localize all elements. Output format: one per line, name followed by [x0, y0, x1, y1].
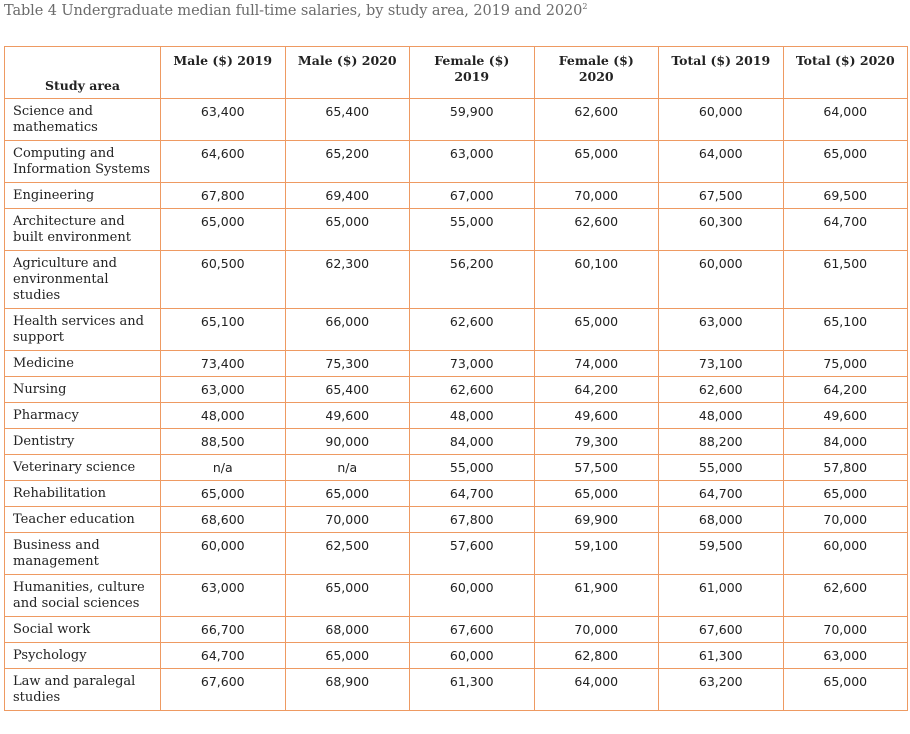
- study-area-cell: Social work: [5, 617, 161, 643]
- female-2019-cell: 73,000: [410, 351, 535, 377]
- table-row: [5, 481, 908, 507]
- table-row: [5, 403, 908, 429]
- female-2019-cell: 67,000: [410, 183, 535, 209]
- total-2019-cell: 64,000: [659, 141, 784, 183]
- male-2020-cell: 65,000: [285, 575, 410, 617]
- total-2019-cell: 68,000: [659, 507, 784, 533]
- total-2019-cell: 59,500: [659, 533, 784, 575]
- header-study-area: Study area: [5, 47, 161, 99]
- total-2019-cell: 60,000: [659, 99, 784, 141]
- total-2019-cell: 67,600: [659, 617, 784, 643]
- table-row: [5, 429, 908, 455]
- female-2020-cell: 70,000: [534, 617, 659, 643]
- total-2019-cell: 63,200: [659, 669, 784, 711]
- female-2019-cell: 67,800: [410, 507, 535, 533]
- table-row: [5, 377, 908, 403]
- total-2019-cell: 61,000: [659, 575, 784, 617]
- female-2020-cell: 49,600: [534, 403, 659, 429]
- female-2020-cell: 79,300: [534, 429, 659, 455]
- male-2019-cell: 64,700: [161, 643, 286, 669]
- female-2020-cell: 62,600: [534, 209, 659, 251]
- study-area-cell: Nursing: [5, 377, 161, 403]
- study-area-cell: Medicine: [5, 351, 161, 377]
- study-area-cell: Teacher education: [5, 507, 161, 533]
- caption-text: Table 4 Undergraduate median full-time salaries, by study area, 2019 and 2020: [4, 3, 583, 19]
- male-2019-cell: 63,000: [161, 575, 286, 617]
- male-2020-cell: 69,400: [285, 183, 410, 209]
- total-2020-cell: 62,600: [783, 575, 908, 617]
- total-2020-cell: 64,000: [783, 99, 908, 141]
- total-2020-cell: 69,500: [783, 183, 908, 209]
- total-2020-cell: 64,700: [783, 209, 908, 251]
- table-row: [5, 617, 908, 643]
- table-row: [5, 643, 908, 669]
- total-2020-cell: 65,100: [783, 309, 908, 351]
- total-2019-cell: 67,500: [659, 183, 784, 209]
- male-2019-cell: 48,000: [161, 403, 286, 429]
- table-row: [5, 141, 908, 183]
- header-total-2019: Total ($) 2019: [659, 47, 784, 99]
- study-area-cell: Veterinary science: [5, 455, 161, 481]
- salary-table: [4, 46, 908, 711]
- total-2019-cell: 64,700: [659, 481, 784, 507]
- table-row: [5, 351, 908, 377]
- male-2020-cell: 90,000: [285, 429, 410, 455]
- male-2019-cell: 63,000: [161, 377, 286, 403]
- male-2019-cell: 60,000: [161, 533, 286, 575]
- total-2020-cell: 63,000: [783, 643, 908, 669]
- table-row: [5, 575, 908, 617]
- female-2019-cell: 61,300: [410, 669, 535, 711]
- table-row: [5, 99, 908, 141]
- study-area-cell: Architecture and built environment: [5, 209, 161, 251]
- total-2020-cell: 70,000: [783, 617, 908, 643]
- male-2020-cell: 49,600: [285, 403, 410, 429]
- male-2020-cell: 66,000: [285, 309, 410, 351]
- table-row: [5, 209, 908, 251]
- male-2020-cell: 65,400: [285, 377, 410, 403]
- table-row: [5, 507, 908, 533]
- study-area-cell: Law and paralegal studies: [5, 669, 161, 711]
- female-2020-cell: 64,000: [534, 669, 659, 711]
- female-2019-cell: 56,200: [410, 251, 535, 309]
- female-2019-cell: 67,600: [410, 617, 535, 643]
- female-2019-cell: 55,000: [410, 209, 535, 251]
- female-2019-cell: 48,000: [410, 403, 535, 429]
- male-2019-cell: 88,500: [161, 429, 286, 455]
- study-area-cell: Health services and support: [5, 309, 161, 351]
- table-row: [5, 309, 908, 351]
- total-2020-cell: 49,600: [783, 403, 908, 429]
- study-area-cell: Engineering: [5, 183, 161, 209]
- female-2020-cell: 59,100: [534, 533, 659, 575]
- female-2019-cell: 55,000: [410, 455, 535, 481]
- male-2019-cell: 66,700: [161, 617, 286, 643]
- table-row: [5, 669, 908, 711]
- total-2019-cell: 73,100: [659, 351, 784, 377]
- total-2020-cell: 65,000: [783, 481, 908, 507]
- female-2020-cell: 70,000: [534, 183, 659, 209]
- total-2020-cell: 57,800: [783, 455, 908, 481]
- male-2019-cell: 65,000: [161, 481, 286, 507]
- male-2019-cell: n/a: [161, 455, 286, 481]
- female-2020-cell: 65,000: [534, 481, 659, 507]
- caption-footnote-marker: 2: [582, 2, 588, 12]
- male-2019-cell: 67,600: [161, 669, 286, 711]
- female-2019-cell: 57,600: [410, 533, 535, 575]
- header-female-2019: Female ($) 2019: [410, 47, 535, 99]
- female-2019-cell: 59,900: [410, 99, 535, 141]
- male-2019-cell: 65,000: [161, 209, 286, 251]
- female-2019-cell: 62,600: [410, 377, 535, 403]
- total-2020-cell: 61,500: [783, 251, 908, 309]
- female-2019-cell: 63,000: [410, 141, 535, 183]
- male-2020-cell: 70,000: [285, 507, 410, 533]
- study-area-cell: Agriculture and environmental studies: [5, 251, 161, 309]
- total-2019-cell: 62,600: [659, 377, 784, 403]
- female-2019-cell: 64,700: [410, 481, 535, 507]
- female-2020-cell: 62,600: [534, 99, 659, 141]
- study-area-cell: Humanities, culture and social sciences: [5, 575, 161, 617]
- female-2020-cell: 61,900: [534, 575, 659, 617]
- total-2020-cell: 84,000: [783, 429, 908, 455]
- total-2019-cell: 61,300: [659, 643, 784, 669]
- male-2019-cell: 63,400: [161, 99, 286, 141]
- female-2020-cell: 62,800: [534, 643, 659, 669]
- total-2019-cell: 88,200: [659, 429, 784, 455]
- male-2020-cell: 68,000: [285, 617, 410, 643]
- female-2019-cell: 62,600: [410, 309, 535, 351]
- total-2020-cell: 70,000: [783, 507, 908, 533]
- male-2020-cell: 65,000: [285, 481, 410, 507]
- total-2020-cell: 64,200: [783, 377, 908, 403]
- table-caption: [4, 3, 587, 19]
- total-2019-cell: 60,300: [659, 209, 784, 251]
- male-2019-cell: 60,500: [161, 251, 286, 309]
- total-2019-cell: 48,000: [659, 403, 784, 429]
- male-2019-cell: 65,100: [161, 309, 286, 351]
- male-2020-cell: 65,400: [285, 99, 410, 141]
- male-2020-cell: 65,000: [285, 643, 410, 669]
- male-2020-cell: 65,000: [285, 209, 410, 251]
- female-2020-cell: 57,500: [534, 455, 659, 481]
- female-2020-cell: 64,200: [534, 377, 659, 403]
- male-2020-cell: n/a: [285, 455, 410, 481]
- study-area-cell: Rehabilitation: [5, 481, 161, 507]
- header-male-2020: Male ($) 2020: [285, 47, 410, 99]
- table-row: [5, 183, 908, 209]
- total-2019-cell: 63,000: [659, 309, 784, 351]
- total-2020-cell: 65,000: [783, 141, 908, 183]
- header-female-2020: Female ($) 2020: [534, 47, 659, 99]
- female-2020-cell: 60,100: [534, 251, 659, 309]
- total-2019-cell: 55,000: [659, 455, 784, 481]
- study-area-cell: Psychology: [5, 643, 161, 669]
- male-2020-cell: 62,300: [285, 251, 410, 309]
- male-2020-cell: 75,300: [285, 351, 410, 377]
- female-2020-cell: 69,900: [534, 507, 659, 533]
- male-2019-cell: 64,600: [161, 141, 286, 183]
- total-2020-cell: 65,000: [783, 669, 908, 711]
- female-2020-cell: 65,000: [534, 309, 659, 351]
- female-2019-cell: 84,000: [410, 429, 535, 455]
- study-area-cell: Dentistry: [5, 429, 161, 455]
- header-total-2020: Total ($) 2020: [783, 47, 908, 99]
- header-row: [5, 47, 908, 99]
- study-area-cell: Business and management: [5, 533, 161, 575]
- male-2020-cell: 68,900: [285, 669, 410, 711]
- female-2019-cell: 60,000: [410, 575, 535, 617]
- female-2019-cell: 60,000: [410, 643, 535, 669]
- total-2019-cell: 60,000: [659, 251, 784, 309]
- male-2019-cell: 73,400: [161, 351, 286, 377]
- study-area-cell: Pharmacy: [5, 403, 161, 429]
- total-2020-cell: 75,000: [783, 351, 908, 377]
- table-row: [5, 533, 908, 575]
- table-row: [5, 455, 908, 481]
- male-2019-cell: 67,800: [161, 183, 286, 209]
- male-2020-cell: 65,200: [285, 141, 410, 183]
- male-2019-cell: 68,600: [161, 507, 286, 533]
- study-area-cell: Computing and Information Systems: [5, 141, 161, 183]
- female-2020-cell: 74,000: [534, 351, 659, 377]
- male-2020-cell: 62,500: [285, 533, 410, 575]
- header-male-2019: Male ($) 2019: [161, 47, 286, 99]
- female-2020-cell: 65,000: [534, 141, 659, 183]
- total-2020-cell: 60,000: [783, 533, 908, 575]
- study-area-cell: Science and mathematics: [5, 99, 161, 141]
- table-row: [5, 251, 908, 309]
